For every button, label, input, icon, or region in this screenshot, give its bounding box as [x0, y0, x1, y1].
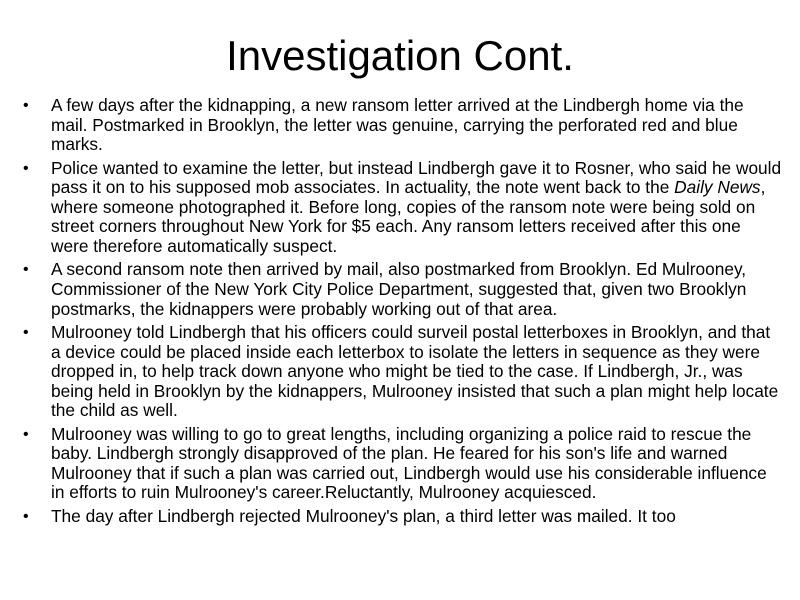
- bullet-icon: •: [23, 425, 29, 443]
- bullet-item-2: [0, 159, 800, 257]
- bullet-item-3: [0, 260, 800, 319]
- bullet-text: Mulrooney was willing to go to great lengths, including organizing a police raid to rescue the baby. Lindbergh strongly disapproved of the plan. He feared for his son's life and warned Mulrooney that if such a plan was carried out, Lindbergh would use his considerable influence in efforts to ruin Mulrooney's career.Reluctantly, Mulrooney acquiesced.: [51, 423, 767, 503]
- bullet-item-1: [0, 96, 800, 155]
- bullet-icon: •: [23, 261, 29, 279]
- slide-title: Investigation Cont.: [226, 32, 574, 79]
- bullet-item-4: [0, 323, 800, 421]
- bullet-item-6: [0, 507, 800, 527]
- bullet-text: Mulrooney told Lindbergh that his officers could surveil postal letterboxes in Brooklyn, and that a device could be placed inside each letterbox to isolate the letters in sequence as they were dropped in, to help track down anyone who might be tied to the case. If Lindbergh, Jr., was being held in Brooklyn by the kidnappers, Mulrooney insisted that such a plan might help locate the child as well.: [51, 321, 779, 421]
- bullet-text: [51, 158, 781, 256]
- bullet-icon: •: [23, 97, 29, 114]
- bullet-text: A few days after the kidnapping, a new ransom letter arrived at the Lindbergh home via the mail. Postmarked in Brooklyn, the letter was genuine, carrying the perforated red and blue marks.: [51, 95, 744, 155]
- bullet-icon: •: [23, 323, 29, 341]
- bullet-text-part: , where someone photographed it. Before long, copies of the ransom note were being sold on street corners throughout New York for $5 each. Any ransom letters received after this one were therefore automatically suspect.: [51, 177, 766, 256]
- bullet-icon: •: [23, 159, 29, 177]
- bullet-icon: •: [23, 507, 29, 525]
- bullet-item-5: [0, 425, 800, 503]
- bullet-text-part: Police wanted to examine the letter, but instead Lindbergh gave it to Rosner, who said he would pass it on to his supposed mob associates. In actuality, the note went back to the: [51, 157, 782, 198]
- bullet-list: [0, 96, 800, 530]
- newspaper-name: Daily News: [674, 177, 761, 198]
- bullet-text: The day after Lindbergh rejected Mulrooney's plan, a third letter was mailed. It too: [51, 505, 676, 526]
- bullet-text: A second ransom note then arrived by mail, also postmarked from Brooklyn. Ed Mulrooney, Commissioner of the New York City Police Department, suggested that, given two Brooklyn postmarks, the kidnappers were probably working out of that area.: [51, 259, 747, 319]
